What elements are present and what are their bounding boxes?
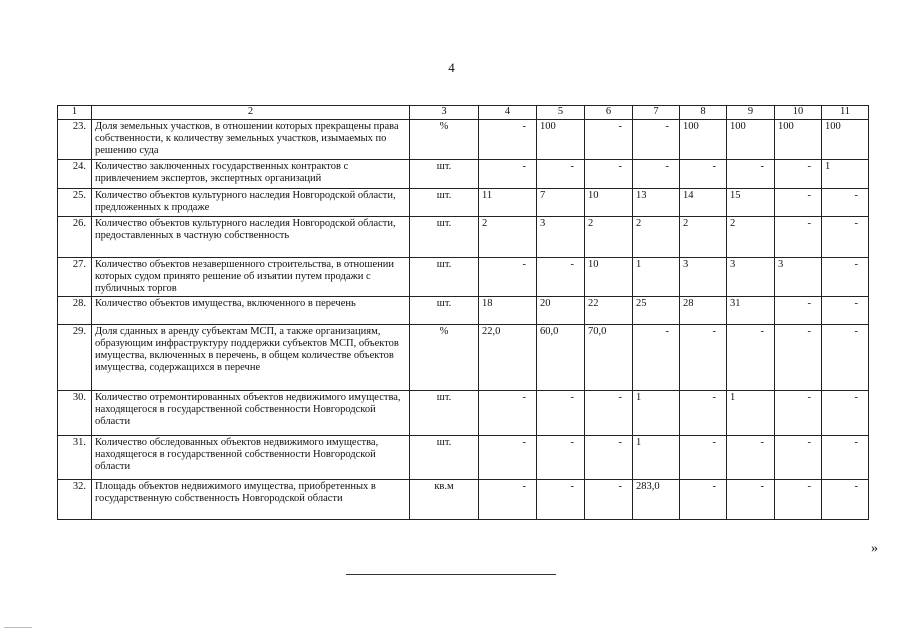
table-row bbox=[58, 297, 869, 325]
row-number: 27. bbox=[58, 258, 92, 297]
value-cell: - bbox=[680, 325, 727, 391]
value-cell: 14 bbox=[680, 189, 727, 217]
header-cell: 5 bbox=[537, 106, 585, 120]
value-cell: - bbox=[633, 325, 680, 391]
table-row bbox=[58, 160, 869, 189]
closing-quote-mark: » bbox=[871, 541, 878, 556]
value-cell: 1 bbox=[633, 258, 680, 297]
value-cell: 2 bbox=[479, 217, 537, 258]
value-cell: 3 bbox=[680, 258, 727, 297]
value-cell: - bbox=[727, 325, 775, 391]
row-number: 23. bbox=[58, 120, 92, 160]
value-cell: 283,0 bbox=[633, 480, 680, 520]
unit-cell: шт. bbox=[410, 258, 479, 297]
row-number: 30. bbox=[58, 391, 92, 436]
unit-cell: % bbox=[410, 325, 479, 391]
unit-cell: шт. bbox=[410, 297, 479, 325]
header-cell: 11 bbox=[822, 106, 869, 120]
value-cell: - bbox=[727, 436, 775, 480]
header-cell: 7 bbox=[633, 106, 680, 120]
row-number: 28. bbox=[58, 297, 92, 325]
table-row bbox=[58, 391, 869, 436]
value-cell: - bbox=[633, 160, 680, 189]
value-cell: 70,0 bbox=[585, 325, 633, 391]
table-row bbox=[58, 120, 869, 160]
unit-cell: кв.м bbox=[410, 480, 479, 520]
indicator-name: Количество заключенных государственных контрактов с привлечением экспертов, экспертных организаций bbox=[92, 160, 410, 189]
value-cell: - bbox=[680, 391, 727, 436]
value-cell: - bbox=[537, 480, 585, 520]
value-cell: 10 bbox=[585, 189, 633, 217]
value-cell: - bbox=[822, 325, 869, 391]
unit-cell: шт. bbox=[410, 189, 479, 217]
value-cell: 10 bbox=[585, 258, 633, 297]
value-cell: - bbox=[775, 297, 822, 325]
row-number: 31. bbox=[58, 436, 92, 480]
table-row bbox=[58, 436, 869, 480]
value-cell: 100 bbox=[727, 120, 775, 160]
table-row bbox=[58, 480, 869, 520]
value-cell: - bbox=[479, 391, 537, 436]
value-cell: - bbox=[537, 160, 585, 189]
indicator-name: Доля сданных в аренду субъектам МСП, а также организациям, образующим инфраструктуру поддержки субъектов МСП, объектов имущества, включенных в перечень, в общем количестве объектов имущества, содержащихся в перечне bbox=[92, 325, 410, 391]
value-cell: - bbox=[727, 160, 775, 189]
value-cell: - bbox=[822, 436, 869, 480]
value-cell: - bbox=[680, 436, 727, 480]
header-cell: 2 bbox=[92, 106, 410, 120]
value-cell: 100 bbox=[680, 120, 727, 160]
table-row bbox=[58, 325, 869, 391]
value-cell: 11 bbox=[479, 189, 537, 217]
value-cell: - bbox=[479, 120, 537, 160]
value-cell: 60,0 bbox=[537, 325, 585, 391]
value-cell: 1 bbox=[822, 160, 869, 189]
value-cell: 3 bbox=[537, 217, 585, 258]
header-cell: 9 bbox=[727, 106, 775, 120]
value-cell: - bbox=[775, 391, 822, 436]
value-cell: 1 bbox=[633, 436, 680, 480]
value-cell: - bbox=[775, 325, 822, 391]
indicator-name: Доля земельных участков, в отношении которых прекращены права собственности, к количеству земельных участков, изымаемых по решению суда bbox=[92, 120, 410, 160]
value-cell: 22 bbox=[585, 297, 633, 325]
value-cell: - bbox=[537, 436, 585, 480]
unit-cell: шт. bbox=[410, 217, 479, 258]
header-cell: 8 bbox=[680, 106, 727, 120]
header-cell: 4 bbox=[479, 106, 537, 120]
value-cell: 2 bbox=[633, 217, 680, 258]
value-cell: - bbox=[775, 436, 822, 480]
value-cell: 3 bbox=[727, 258, 775, 297]
indicator-name: Количество объектов незавершенного строительства, в отношении которых судом принято решение об изъятии путем продажи с публичных торгов bbox=[92, 258, 410, 297]
value-cell: 25 bbox=[633, 297, 680, 325]
value-cell: - bbox=[479, 160, 537, 189]
value-cell: 2 bbox=[727, 217, 775, 258]
row-number: 24. bbox=[58, 160, 92, 189]
value-cell: 100 bbox=[822, 120, 869, 160]
indicator-name: Количество обследованных объектов недвижимого имущества, находящегося в государственной собственности Новгородской области bbox=[92, 436, 410, 480]
row-number: 26. bbox=[58, 217, 92, 258]
header-cell: 10 bbox=[775, 106, 822, 120]
value-cell: - bbox=[479, 258, 537, 297]
value-cell: - bbox=[585, 160, 633, 189]
value-cell: - bbox=[822, 391, 869, 436]
value-cell: - bbox=[822, 297, 869, 325]
value-cell: 2 bbox=[680, 217, 727, 258]
row-number: 25. bbox=[58, 189, 92, 217]
indicator-name: Площадь объектов недвижимого имущества, приобретенных в государственную собственность Новгородской области bbox=[92, 480, 410, 520]
table-row bbox=[58, 217, 869, 258]
page-number: 4 bbox=[448, 60, 455, 75]
value-cell: 28 bbox=[680, 297, 727, 325]
value-cell: - bbox=[585, 436, 633, 480]
value-cell: - bbox=[585, 480, 633, 520]
indicator-name: Количество объектов имущества, включенного в перечень bbox=[92, 297, 410, 325]
unit-cell: шт. bbox=[410, 160, 479, 189]
value-cell: 7 bbox=[537, 189, 585, 217]
value-cell: - bbox=[822, 480, 869, 520]
value-cell: 13 bbox=[633, 189, 680, 217]
row-number: 29. bbox=[58, 325, 92, 391]
value-cell: - bbox=[775, 480, 822, 520]
value-cell: 1 bbox=[727, 391, 775, 436]
unit-cell: шт. bbox=[410, 391, 479, 436]
value-cell: - bbox=[775, 189, 822, 217]
footer-rule bbox=[346, 574, 556, 575]
indicators-table bbox=[57, 105, 869, 520]
value-cell: - bbox=[585, 391, 633, 436]
value-cell: - bbox=[727, 480, 775, 520]
value-cell: 3 bbox=[775, 258, 822, 297]
value-cell: - bbox=[680, 480, 727, 520]
header-cell: 3 bbox=[410, 106, 479, 120]
value-cell: - bbox=[822, 217, 869, 258]
value-cell: - bbox=[479, 436, 537, 480]
header-row bbox=[58, 106, 869, 120]
indicator-name: Количество объектов культурного наследия Новгородской области, предоставленных в частную собственность bbox=[92, 217, 410, 258]
value-cell: - bbox=[822, 258, 869, 297]
value-cell: 18 bbox=[479, 297, 537, 325]
indicator-name: Количество объектов культурного наследия Новгородской области, предложенных к продаже bbox=[92, 189, 410, 217]
value-cell: - bbox=[822, 189, 869, 217]
value-cell: 100 bbox=[537, 120, 585, 160]
value-cell: 20 bbox=[537, 297, 585, 325]
value-cell: 2 bbox=[585, 217, 633, 258]
value-cell: 22,0 bbox=[479, 325, 537, 391]
value-cell: 100 bbox=[775, 120, 822, 160]
scan-corner-mark bbox=[4, 627, 32, 628]
row-number: 32. bbox=[58, 480, 92, 520]
header-cell: 1 bbox=[58, 106, 92, 120]
header-cell: 6 bbox=[585, 106, 633, 120]
unit-cell: шт. bbox=[410, 436, 479, 480]
value-cell: - bbox=[775, 160, 822, 189]
value-cell: - bbox=[537, 391, 585, 436]
value-cell: - bbox=[537, 258, 585, 297]
table-row bbox=[58, 189, 869, 217]
value-cell: 1 bbox=[633, 391, 680, 436]
value-cell: - bbox=[585, 120, 633, 160]
value-cell: - bbox=[680, 160, 727, 189]
value-cell: - bbox=[633, 120, 680, 160]
value-cell: 15 bbox=[727, 189, 775, 217]
value-cell: - bbox=[775, 217, 822, 258]
value-cell: - bbox=[479, 480, 537, 520]
unit-cell: % bbox=[410, 120, 479, 160]
value-cell: 31 bbox=[727, 297, 775, 325]
table-row bbox=[58, 258, 869, 297]
indicator-name: Количество отремонтированных объектов недвижимого имущества, находящегося в государственной собственности Новгородской области bbox=[92, 391, 410, 436]
